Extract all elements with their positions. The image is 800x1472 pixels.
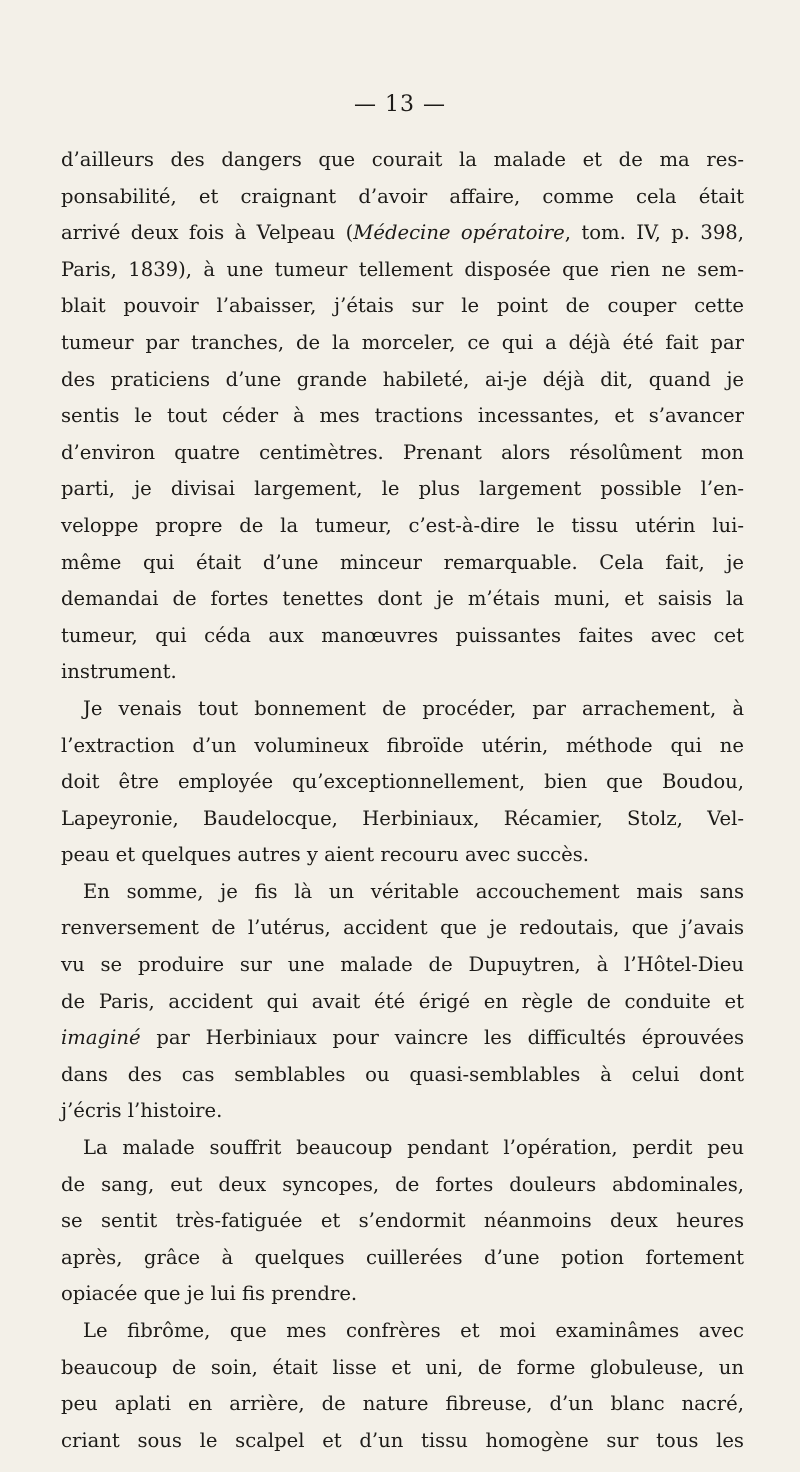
text-line — [61, 1423, 744, 1460]
text-line — [61, 984, 744, 1021]
text-segment: par Herbiniaux pour vaincre les difficultés éprouvées — [140, 1026, 744, 1050]
text-segment: dans des cas semblables ou quasi-semblables à celui dont — [61, 1062, 744, 1086]
text-segment: même qui était d’une minceur remarquable. Cela fait, je — [61, 550, 744, 574]
text-line — [61, 1093, 744, 1130]
text-segment: peu aplati en arrière, de nature fibreuse, d’un blanc nacré, — [61, 1392, 744, 1416]
text-line — [61, 1167, 744, 1204]
text-line — [61, 325, 744, 362]
text-line — [61, 288, 744, 325]
text-line — [61, 252, 744, 289]
text-segment: Paris, 1839), à une tumeur tellement disposée que rien ne sem- — [61, 257, 744, 281]
text-segment: d’environ quatre centimètres. Prenant alors résolûment mon — [61, 440, 744, 464]
text-line — [61, 508, 744, 545]
text-line — [61, 1313, 744, 1350]
text-line — [61, 691, 744, 728]
text-line — [61, 1350, 744, 1387]
text-line — [61, 1276, 744, 1313]
text-segment: arrivé deux fois à Velpeau ( — [61, 221, 354, 245]
text-segment: parti, je divisai largement, le plus largement possible l’en- — [61, 477, 744, 501]
text-segment: tumeur par tranches, de la morceler, ce qui a déjà été fait par — [61, 330, 744, 354]
text-line — [61, 1020, 744, 1057]
text-line — [61, 179, 744, 216]
text-line — [61, 471, 744, 508]
text-segment: Je venais tout bonnement de procéder, par arrachement, à — [83, 696, 744, 720]
text-segment: doit être employée qu’exceptionnellement, bien que Boudou, — [61, 770, 744, 794]
text-segment: de Paris, accident qui avait été érigé en règle de conduite et — [61, 989, 744, 1013]
text-line — [61, 581, 744, 618]
text-line — [61, 764, 744, 801]
text-line — [61, 435, 744, 472]
text-segment: après, grâce à quelques cuillerées d’une potion fortement — [61, 1245, 744, 1269]
text-line — [61, 1203, 744, 1240]
page-number: — 13 — — [354, 92, 446, 117]
text-line — [61, 1240, 744, 1277]
text-segment: beaucoup de soin, était lisse et uni, de forme globuleuse, un — [61, 1355, 744, 1379]
text-segment: tumeur, qui céda aux manœuvres puissantes faites avec cet — [61, 623, 744, 647]
text-segment: En somme, je fis là un véritable accouchement mais sans — [83, 879, 744, 903]
text-segment: Le fibrôme, que mes confrères et moi examinâmes avec — [83, 1319, 744, 1342]
text-segment: instrument. — [61, 660, 177, 684]
text-line — [61, 947, 744, 984]
text-segment: se sentit très-fatiguée et s’endormit néanmoins deux heures — [61, 1209, 744, 1233]
text-segment: renversement de l’utérus, accident que je redoutais, que j’avais — [61, 916, 744, 940]
text-segment: veloppe propre de la tumeur, c’est-à-dire le tissu utérin lui- — [61, 513, 744, 537]
text-segment: d’ailleurs des dangers que courait la malade et de ma res- — [61, 148, 744, 171]
text-segment: de sang, eut deux syncopes, de fortes douleurs abdominales, — [61, 1172, 744, 1196]
italic-text: Médecine opératoire — [353, 221, 565, 245]
text-line — [61, 618, 744, 655]
text-segment: l’extraction d’un volumineux fibroïde utérin, méthode qui ne — [61, 733, 744, 757]
text-segment: peau et quelques autres y aient recouru avec succès. — [61, 843, 590, 867]
text-line — [61, 910, 744, 947]
text-line — [61, 545, 744, 582]
text-line — [61, 1386, 744, 1423]
text-line — [61, 837, 744, 874]
text-segment: des praticiens d’une grande habileté, ai-je déjà dit, quand je — [61, 367, 744, 391]
text-line — [61, 1057, 744, 1094]
text-segment: criant sous le scalpel et d’un tissu homogène sur tous les — [61, 1428, 744, 1452]
text-line — [61, 142, 744, 179]
text-segment: sentis le tout céder à mes tractions incessantes, et s’avancer — [61, 404, 744, 428]
text-segment: opiacée que je lui fis prendre. — [61, 1282, 358, 1306]
text-segment: blait pouvoir l’abaisser, j’étais sur le point de couper cette — [61, 294, 744, 318]
text-segment: j’écris l’histoire. — [61, 1099, 223, 1123]
text-line — [61, 801, 744, 838]
text-line — [61, 728, 744, 765]
text-line — [61, 1130, 744, 1167]
text-line — [61, 362, 744, 399]
text-segment: demandai de fortes tenettes dont je m’étais muni, et saisis la — [61, 587, 744, 611]
text-segment: , tom. IV, p. 398, — [564, 221, 744, 245]
body-text — [61, 142, 744, 1459]
text-line — [61, 398, 744, 435]
text-segment: vu se produire sur une malade de Dupuytren, à l’Hôtel-Dieu — [61, 953, 744, 977]
text-segment: Lapeyronie, Baudelocque, Herbiniaux, Récamier, Stolz, Vel- — [61, 806, 744, 830]
text-line — [61, 874, 744, 911]
text-line — [61, 215, 744, 252]
italic-text: imaginé — [61, 1026, 141, 1050]
text-line — [61, 654, 744, 691]
text-segment: ponsabilité, et craignant d’avoir affaire, comme cela était — [61, 184, 744, 208]
text-segment: La malade souffrit beaucoup pendant l’opération, perdit peu — [83, 1136, 744, 1160]
